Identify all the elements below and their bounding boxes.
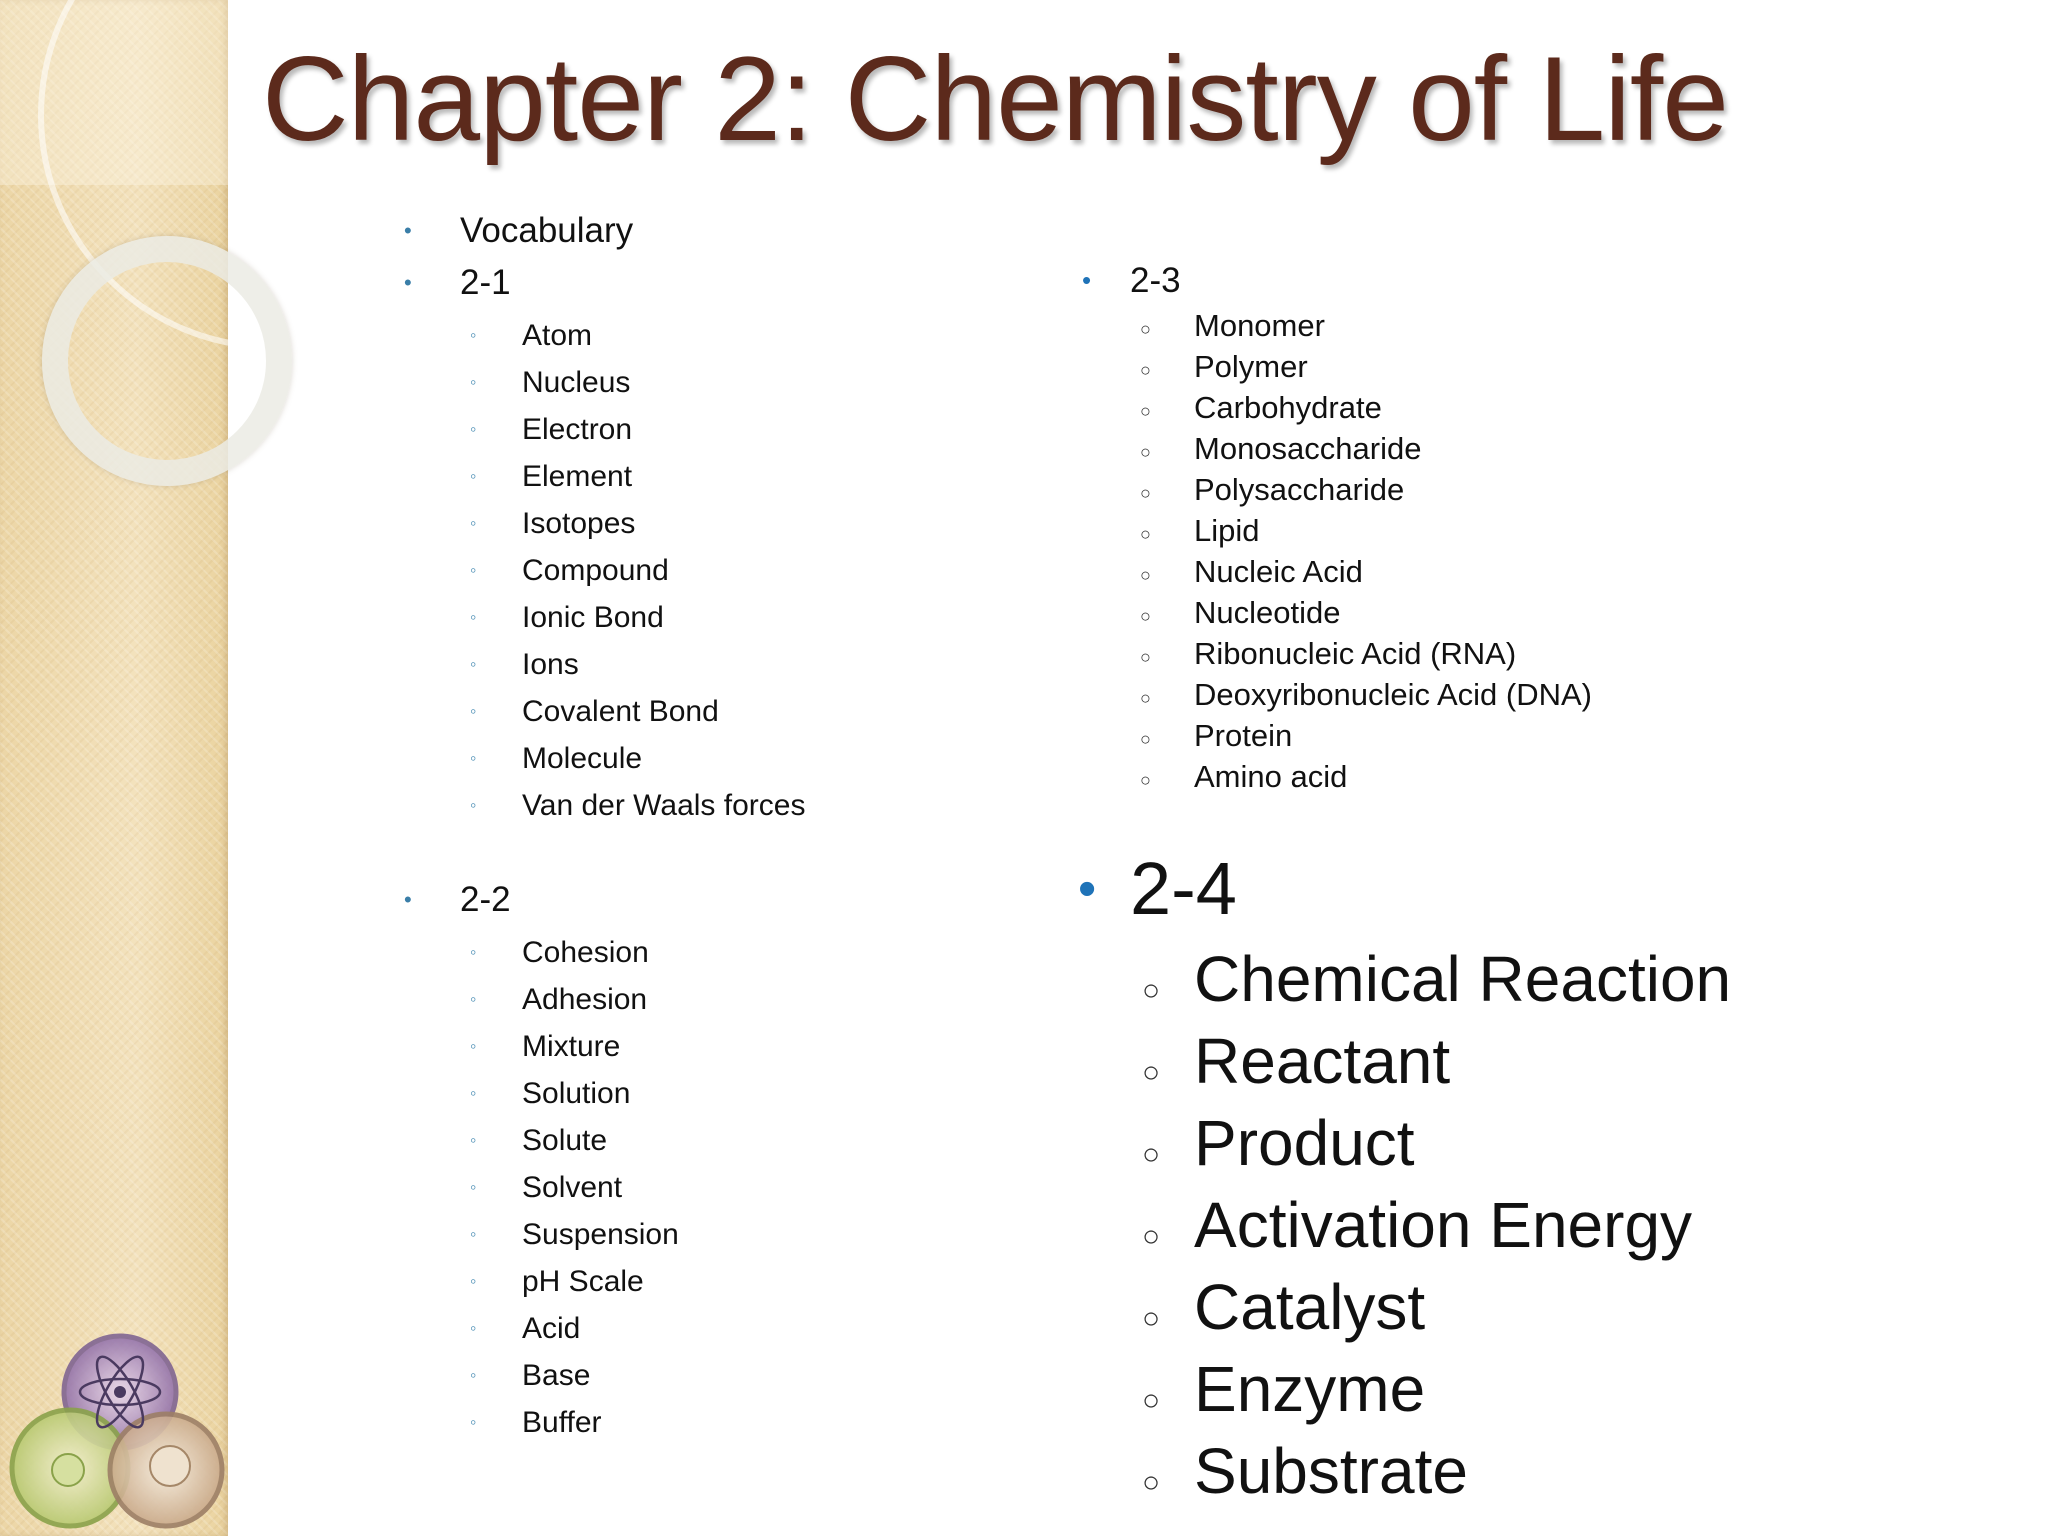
sub-bullet-icon: ◦ (470, 325, 477, 345)
list-item: ◦ Solute (470, 1117, 679, 1164)
list-item: ◦ Molecule (470, 735, 805, 782)
sub-bullet-icon: ○ (1140, 606, 1151, 626)
list-item: ○ Deoxyribonucleic Acid (DNA) (1140, 674, 1592, 715)
list-item: ◦ pH Scale (470, 1258, 679, 1305)
bullet-icon: • (404, 270, 412, 295)
sub-bullet-icon: ◦ (470, 372, 477, 392)
list-item: ◦ Nucleus (470, 359, 805, 406)
list-item: ◦ Solution (470, 1070, 679, 1117)
list-item: ◦ Suspension (470, 1211, 679, 1258)
sub-bullet-icon: ○ (1140, 360, 1151, 380)
sub-bullet-icon: ◦ (470, 513, 477, 533)
list-item: ◦ Cohesion (470, 929, 679, 976)
sub-bullet-icon: ◦ (470, 942, 477, 962)
sub-bullet-icon: ○ (1140, 524, 1151, 544)
list-item: ◦ Mixture (470, 1023, 679, 1070)
list-2-3 (1140, 305, 1592, 797)
list-item: ◦ Van der Waals forces (470, 782, 805, 829)
section-2-4 (1078, 842, 1237, 936)
list-item: ○ Carbohydrate (1140, 387, 1592, 428)
list-item: ◦ Atom (470, 312, 805, 359)
sub-bullet-icon: ◦ (470, 1271, 477, 1291)
sub-bullet-icon: ○ (1140, 770, 1151, 790)
list-item: ◦ Ions (470, 641, 805, 688)
list-item: ○ Nucleotide (1140, 592, 1592, 633)
list-item: ◦ Acid (470, 1305, 679, 1352)
decorative-sidebar (0, 0, 228, 1536)
sub-bullet-icon: ◦ (470, 1318, 477, 1338)
sub-bullet-icon: ○ (1140, 401, 1151, 421)
list-item: ◦ Compound (470, 547, 805, 594)
sub-bullet-icon: ◦ (470, 1365, 477, 1385)
list-item: ○ Activation Energy (1142, 1184, 1731, 1266)
list-item: ○ Product (1142, 1102, 1731, 1184)
sub-bullet-icon: ◦ (470, 560, 477, 580)
sub-bullet-icon: ○ (1140, 688, 1151, 708)
sub-bullet-icon: ◦ (470, 607, 477, 627)
section-2-1 (404, 257, 511, 308)
chemistry-logo-icon (8, 1330, 228, 1536)
list-item: ○ Chemical Reaction (1142, 938, 1731, 1020)
list-item: ○ Amino acid (1140, 756, 1592, 797)
sub-bullet-icon: ○ (1140, 647, 1151, 667)
sub-bullet-icon: ◦ (470, 795, 477, 815)
sub-bullet-icon: ◦ (470, 654, 477, 674)
list-item: ◦ Element (470, 453, 805, 500)
sub-bullet-icon: ◦ (470, 1224, 477, 1244)
list-item: ○ Enzyme (1142, 1348, 1731, 1430)
list-item: ◦ Adhesion (470, 976, 679, 1023)
sub-bullet-icon: ○ (1140, 442, 1151, 462)
bullet-icon: • (404, 887, 412, 912)
section-2-2 (404, 874, 511, 925)
sub-bullet-icon: ○ (1142, 1384, 1161, 1417)
list-item: ○ Polymer (1140, 346, 1592, 387)
slide-title: Chapter 2: Chemistry of Life (262, 32, 1728, 166)
section-2-3 (1082, 255, 1181, 306)
sub-bullet-icon: ○ (1140, 729, 1151, 749)
decorative-ring-medium (42, 236, 292, 486)
list-item: ○ Monomer (1140, 305, 1592, 346)
sub-bullet-icon: ◦ (470, 989, 477, 1009)
sub-bullet-icon: ◦ (470, 1412, 477, 1432)
sub-bullet-icon: ○ (1140, 565, 1151, 585)
list-item: ◦ Base (470, 1352, 679, 1399)
list-2-4 (1142, 938, 1731, 1512)
sub-bullet-icon: ○ (1142, 1466, 1161, 1499)
sub-bullet-icon: ◦ (470, 419, 477, 439)
sub-bullet-icon: ○ (1142, 1056, 1161, 1089)
sub-bullet-icon: ○ (1140, 319, 1151, 339)
list-item: ◦ Buffer (470, 1399, 679, 1446)
list-item: ◦ Ionic Bond (470, 594, 805, 641)
sub-bullet-icon: ◦ (470, 1083, 477, 1103)
sub-bullet-icon: ◦ (470, 701, 477, 721)
sub-bullet-icon: ○ (1142, 1138, 1161, 1171)
section-label: 2-3 (1130, 261, 1181, 300)
sub-bullet-icon: ◦ (470, 1130, 477, 1150)
list-item: ○ Lipid (1140, 510, 1592, 551)
section-label: 2-4 (1130, 847, 1237, 930)
list-item: ○ Substrate (1142, 1430, 1731, 1512)
list-item: ○ Monosaccharide (1140, 428, 1592, 469)
list-2-2 (470, 929, 679, 1446)
sub-bullet-icon: ○ (1142, 1302, 1161, 1335)
list-item: ◦ Covalent Bond (470, 688, 805, 735)
list-item: ○ Polysaccharide (1140, 469, 1592, 510)
list-2-1 (470, 312, 805, 829)
sub-bullet-icon: ◦ (470, 1177, 477, 1197)
list-item: ◦ Electron (470, 406, 805, 453)
list-item: ◦ Solvent (470, 1164, 679, 1211)
bullet-icon: • (1078, 860, 1097, 918)
sub-bullet-icon: ◦ (470, 1036, 477, 1056)
list-item: ○ Protein (1140, 715, 1592, 756)
list-item: ○ Catalyst (1142, 1266, 1731, 1348)
list-item: ○ Ribonucleic Acid (RNA) (1140, 633, 1592, 674)
list-item: ○ Reactant (1142, 1020, 1731, 1102)
list-item: ◦ Isotopes (470, 500, 805, 547)
sub-bullet-icon: ○ (1142, 1220, 1161, 1253)
section-vocabulary (404, 205, 634, 256)
section-label: 2-1 (460, 263, 511, 302)
bullet-icon: • (1082, 265, 1092, 295)
section-label: 2-2 (460, 880, 511, 919)
list-item: ○ Nucleic Acid (1140, 551, 1592, 592)
sub-bullet-icon: ○ (1140, 483, 1151, 503)
bullet-icon: • (404, 218, 412, 243)
sub-bullet-icon: ◦ (470, 466, 477, 486)
section-label: Vocabulary (460, 211, 634, 250)
sub-bullet-icon: ◦ (470, 748, 477, 768)
sub-bullet-icon: ○ (1142, 974, 1161, 1007)
